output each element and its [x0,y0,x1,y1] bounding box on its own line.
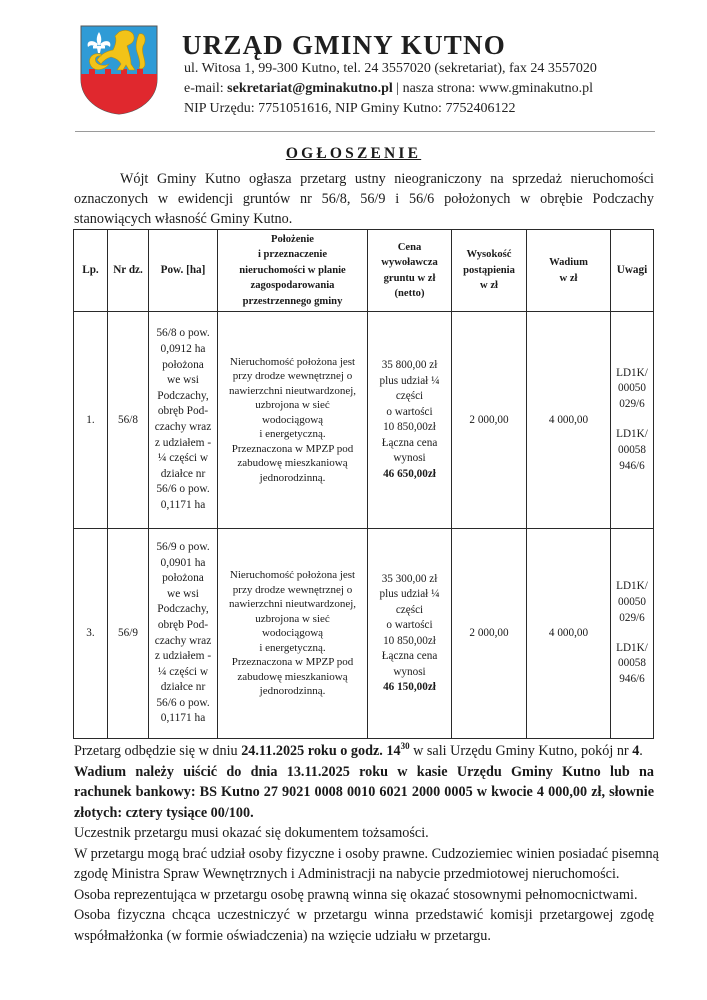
organization-name: URZĄD GMINY KUTNO [182,30,506,60]
auction-date-line [74,741,654,762]
cell-starting-price [368,529,452,739]
cell-text: 56/6 o pow. [156,483,210,496]
intro-line: stanowiących własność Gminy Kutno. [74,211,293,227]
cell-text: z udziałem - [154,436,212,449]
cell-text: 0,0901 ha [160,556,206,569]
cell-text: we wsi [167,587,199,600]
header-starting-price [368,230,452,312]
cell-bid-increment: 2 000,00 [452,529,527,739]
deposit-text: Wadium należy uiścić do dnia 13.11.2025 roku w kasie Urzędu Gminy Kutno lub na [74,763,654,780]
cell-text: i energetyczną. [259,428,326,441]
coat-of-arms-icon [79,24,159,116]
land-register-number: 00058 [618,443,646,456]
cell-text: Łączna cena [381,650,438,662]
cell-text: części [395,390,424,402]
header-text: i przeznaczenie [257,249,328,261]
cell-text: Przeznaczona w MPZP pod [231,442,354,455]
cell-text: położona [162,572,204,585]
text: w sali Urzędu Gminy Kutno, pokój nr [409,743,633,759]
cell-text: zabudowę mieszkaniową [237,457,348,470]
header-location [218,230,368,312]
cell-starting-price [368,312,452,529]
cell-text: nawierzchni nieutwardzonej, [228,598,357,611]
land-register-number: 00050 [618,595,646,608]
header-text: Cena [397,241,422,253]
participants-line: W przetargu mogą brać udział osoby fizyczne i osoby prawne. Cudzoziemiec winien posiadać pisemną [74,845,659,862]
cell-area [149,312,218,529]
header-text: nieruchomości w planie [239,264,346,276]
header-text: w zł [559,272,578,284]
email-link[interactable]: sekretariat@gminakutno.pl [227,81,393,96]
total-price: 46 150,00zł [383,681,436,693]
header-text: (netto) [394,288,425,299]
cell-text: części [395,603,424,616]
cell-text: o wartości [386,405,433,418]
cell-text: i energetyczną. [259,641,326,654]
spouse-consent-line: Osoba fizyczna chcąca uczestniczyć w przetargu winna przedstawić komisji przetargowej zgodę [74,907,654,923]
cell-text: 10 850,00zł [383,634,436,647]
header-parcel-number: Nr dz. [108,230,149,312]
footer-section [74,741,659,946]
land-register-number: LD1K/ [616,580,648,593]
cell-text: 56/9 o pow. [156,540,210,553]
total-price: 46 650,00zł [383,467,436,480]
room-number: 4 [632,743,640,759]
cell-text: wodociągową [261,413,324,426]
cell-text: Nieruchomość położona jest [229,569,356,582]
deposit-words: złotych: cztery tysiące 00/100. [74,804,254,821]
cell-text: we wsi [167,374,199,387]
cell-text: z udziałem - [154,650,212,663]
id-requirement-line: Uczestnik przetargu musi okazać się dokumentem tożsamości. [74,825,429,841]
auction-date: 24.11.2025 roku o godz. 14 [241,743,401,759]
table-row [74,529,654,739]
land-register-number: 946/6 [619,673,645,686]
cell-text: Podczachy, [157,389,209,402]
cell-text: położona [162,358,204,371]
land-register-number: LD1K/ [616,366,648,379]
land-register-number: LD1K/ [616,641,648,654]
header-text: w zł [480,280,498,292]
cell-parcel-number: 56/8 [108,312,149,529]
cell-text: Nieruchomość położona jest [229,355,356,368]
cell-text: 10 850,00zł [383,421,436,433]
representative-line: Osoba reprezentująca w przetargu osobę prawną winna się okazać stosownymi pełnomocnictwami. [74,886,638,903]
cell-text: zabudowę mieszkaniową [237,670,348,683]
cell-text: jednorodzinną. [259,471,326,484]
header-text: postąpienia [463,264,515,276]
cell-deposit: 4 000,00 [527,312,611,529]
cell-notes [611,529,654,739]
cell-text: wynosi [393,665,426,678]
cell-text: wynosi [393,452,426,464]
spacer [611,627,653,641]
cell-text: obręb Pod- [157,405,209,418]
cell-text: 56/6 o pow. [156,696,210,709]
website-link[interactable]: www.gminakutno.pl [478,81,593,96]
header-text: Wysokość [466,249,512,261]
table-row [74,312,654,529]
land-register-number: 00050 [618,382,646,395]
land-register-number: 029/6 [619,398,645,411]
nip-line: NIP Urzędu: 7751051616, NIP Gminy Kutno: 7752406122 [184,101,516,116]
cell-lp: 3. [74,529,108,739]
website-label: | nasza strona: [392,81,479,96]
intro-line: oznaczonych w ewidencji gruntów nr 56/8, 56/9 i 56/6 położonych w obrębie Podczachy [74,191,654,207]
property-table [73,229,654,739]
cell-text: Podczachy, [157,603,209,616]
cell-text: Przeznaczona w MPZP pod [231,656,354,669]
intro-paragraph [74,169,654,229]
cell-text: czachy wraz [154,421,212,433]
cell-text: 0,1171 ha [160,498,206,511]
header-text: zagospodarowania [250,280,335,292]
cell-text: jednorodzinną. [259,685,326,698]
cell-text: wodociągową [261,627,324,640]
spacer [611,413,653,427]
cell-text: uzbrojona w sieć [255,612,330,625]
text: . [639,743,643,759]
header-text: przestrzennego gminy [242,295,343,307]
intro-line: Wójt Gminy Kutno ogłasza przetarg ustny nieograniczony na sprzedaż nieruchomości [120,171,654,187]
cell-text: plus udział ¼ [379,588,440,600]
header-text: Wadium [549,257,588,268]
cell-text: działce nr [160,467,206,480]
cell-text: czachy wraz [154,634,212,647]
cell-text: działce nr [160,681,206,694]
email-label: e-mail: [184,81,228,96]
cell-text: przy drodze wewnętrznej o [232,370,353,383]
cell-bid-increment: 2 000,00 [452,312,527,529]
cell-text: 35 300,00 zł [381,572,438,585]
participants-line: zgodę Ministra Spraw Wewnętrznych i Administracji na nabycie przedmiotowej nieruchomości. [74,866,620,882]
cell-lp: 1. [74,312,108,529]
header-text: wywoławcza [381,257,438,268]
cell-text: 56/8 o pow. [156,327,210,340]
document-title: OGŁOSZENIE [285,145,422,162]
deposit-line [74,762,654,783]
header-area: Pow. [ha] [149,230,218,312]
cell-text: Łączna cena [381,436,438,449]
cell-text: plus udział ¼ [379,374,440,387]
spouse-consent-line: współmałżonka (w formie oświadczenia) na wzięcie udziału w przetargu. [74,927,491,944]
cell-text: uzbrojona w sieć [255,399,330,412]
land-register-number: 00058 [618,657,646,670]
deposit-line [74,782,654,803]
cell-area [149,529,218,739]
cell-text: przy drodze wewnętrznej o [232,583,353,596]
header-deposit [527,230,611,312]
table-header-row [74,230,654,312]
header-bid-increment [452,230,527,312]
text: Przetarg odbędzie się w dniu [74,743,242,759]
header-notes: Uwagi [611,230,654,312]
cell-text: o wartości [386,619,433,631]
cell-deposit: 4 000,00 [527,529,611,739]
bank-account-text: rachunek bankowy: BS Kutno 27 9021 0008 0010 6021 2000 0005 w kwocie 4 000,00 zł, słownie [74,784,654,800]
land-register-number: 029/6 [619,611,645,624]
cell-notes [611,312,654,529]
cell-parcel-number: 56/9 [108,529,149,739]
header-text: gruntu w zł [383,272,436,284]
cell-text: obręb Pod- [157,618,209,631]
cell-text: 0,0912 ha [160,343,206,356]
deposit-line [74,803,654,824]
header-divider [75,131,655,132]
land-register-number: 946/6 [619,459,645,472]
header-lp: Lp. [74,230,108,312]
cell-text: ¼ części w [157,452,209,465]
address-line: ul. Witosa 1, 99-300 Kutno, tel. 24 3557020 (sekretariat), fax 24 3557020 [184,61,597,76]
cell-text: 0,1171 ha [160,712,206,725]
cell-text: ¼ części w [157,665,209,678]
contact-line [184,81,593,97]
cell-text: nawierzchni nieutwardzonej, [228,384,357,397]
land-register-number: LD1K/ [616,428,648,440]
header-text: Położenie [271,233,314,245]
cell-location [218,529,368,739]
auction-minutes: 30 [400,741,410,751]
cell-text: 35 800,00 zł [381,359,438,371]
cell-location [218,312,368,529]
